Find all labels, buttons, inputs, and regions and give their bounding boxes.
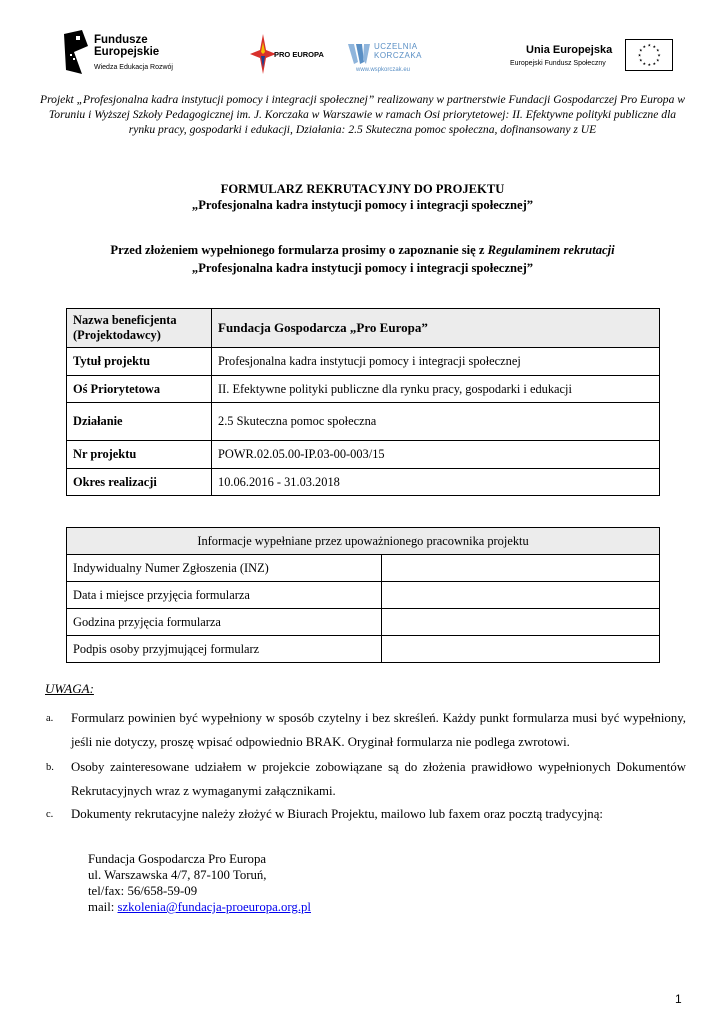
row-value: 2.5 Skuteczna pomoc społeczna — [212, 403, 660, 441]
staff-field-label: Indywidualny Numer Zgłoszenia (INZ) — [67, 555, 382, 582]
svg-text:★: ★ — [639, 47, 643, 53]
row-label: Działanie — [67, 403, 212, 441]
wsp-logo-name — [374, 42, 422, 60]
staff-field-label: Godzina przyjęcia formularza — [67, 609, 382, 636]
table-row — [67, 441, 660, 469]
staff-field-label: Podpis osoby przyjmującej formularz — [67, 636, 382, 663]
form-subtitle: „Profesjonalna kadra instytucji pomocy i integracji społecznej” — [191, 198, 534, 212]
wsp-w-emblem-icon — [348, 42, 372, 66]
svg-text:★: ★ — [657, 52, 661, 58]
address-phone: tel/fax: 56/658-59-09 — [88, 884, 198, 898]
fundusze-europejskie-logo — [62, 30, 182, 80]
row-value: POWR.02.05.00-IP.03-00-003/15 — [212, 441, 660, 469]
note-text: Osoby zainteresowane udziałem w projekcie zobowiązane są do złożenia prawidłowo wypełnionych Dokumentów Rekrutacyjnych wraz z wymaganymi załącznikami. — [71, 760, 686, 798]
fe-logo-text — [94, 34, 159, 58]
row-label: Nazwa beneficjenta (Projektodawcy) — [67, 309, 212, 348]
svg-text:★: ★ — [652, 43, 657, 49]
svg-text:★: ★ — [637, 52, 642, 58]
address-mail — [88, 899, 311, 915]
table-row — [67, 309, 660, 348]
row-label: Nr projektu — [67, 441, 212, 469]
eu-logo-subtitle: Europejski Fundusz Społeczny — [510, 60, 606, 67]
svg-text:★: ★ — [656, 57, 660, 63]
staff-table-header: Informacje wypełniane przez upoważnionego pracownika projektu — [67, 528, 660, 555]
intro-text: Przed złożeniem wypełnionego formularza prosimy o zapoznanie się z — [110, 243, 488, 257]
pro-europa-logo-text: PRO EUROPA — [274, 50, 324, 59]
table-row — [67, 582, 660, 609]
pro-europa-logo — [250, 34, 330, 74]
fe-logo-line1: Fundusze — [94, 34, 148, 46]
uwaga-heading: UWAGA: — [45, 681, 94, 696]
table-row — [67, 609, 660, 636]
wsp-logo-url: www.wspkorczak.eu — [356, 67, 411, 73]
eu-logo-title: Unia Europejska — [526, 44, 613, 56]
mail-label: mail: — [88, 900, 118, 914]
row-label: Tytuł projektu — [67, 348, 212, 376]
note-item — [46, 706, 686, 754]
regulamin-reference: Regulaminem rekrutacji — [487, 243, 615, 257]
svg-text:★: ★ — [647, 62, 652, 68]
svg-text:★: ★ — [639, 57, 643, 63]
eu-flag-icon — [625, 39, 673, 71]
staff-field-label: Data i miejsce przyjęcia formularza — [67, 582, 382, 609]
fe-logo-line2: Europejskie — [94, 46, 160, 58]
table-row — [67, 376, 660, 403]
table-row — [67, 555, 660, 582]
page-number: 1 — [675, 992, 682, 1006]
row-value: Fundacja Gospodarcza „Pro Europa” — [212, 309, 660, 348]
note-text: Dokumenty rekrutacyjne należy złożyć w Biurach Projektu, mailowo lub faxem oraz pocztą tradycyjną: — [71, 807, 603, 821]
svg-text:★: ★ — [656, 47, 660, 53]
table-row — [67, 636, 660, 663]
wsp-korczak-logo — [348, 42, 438, 78]
pro-europa-star-icon — [250, 34, 276, 74]
table-row — [67, 403, 660, 441]
fundusze-europejskie-emblem-icon — [62, 30, 92, 76]
row-value: 10.06.2016 - 31.03.2018 — [212, 469, 660, 496]
svg-text:★: ★ — [647, 42, 652, 48]
table-header-row — [67, 528, 660, 555]
row-label: Oś Priorytetowa — [67, 376, 212, 403]
note-marker: b. — [46, 762, 54, 773]
note-marker: a. — [46, 713, 54, 724]
row-value: II. Efektywne polityki publiczne dla rynku pracy, gospodarki i edukacji — [212, 376, 660, 403]
project-header-note: Projekt „Profesjonalna kadra instytucji pomocy i integracji społecznej” realizowany w partnerstwie Fundacji Gospodarczej Pro Europa w Toruniu i Wyższej Szkoły Pedagogicznej im. J. Korczaka w Warszawie w ramach Osi priorytetowej: II. Efektywne polityki publiczne dla rynku pracy, gospodarki i edukacji, Działania: 2.5 Skuteczna pomoc społeczna, dofinansowany z UE — [40, 93, 686, 136]
address-name: Fundacja Gospodarcza Pro Europa — [88, 852, 267, 866]
staff-field-input[interactable] — [382, 609, 660, 636]
form-title: FORMULARZ REKRUTACYJNY DO PROJEKTU — [220, 182, 505, 196]
svg-text:★: ★ — [642, 60, 647, 66]
address-street: ul. Warszawska 4/7, 87-100 Toruń, — [88, 868, 267, 882]
intro-line2: „Profesjonalna kadra instytucji pomocy i integracji społecznej” — [191, 261, 534, 275]
row-label: Okres realizacji — [67, 469, 212, 496]
intro-line1 — [40, 243, 685, 258]
project-info-table — [66, 308, 660, 496]
row-value: Profesjonalna kadra instytucji pomocy i integracji społecznej — [212, 348, 660, 376]
fe-logo-subtitle: Wiedza Edukacja Rozwój — [94, 64, 173, 71]
staff-field-input[interactable] — [382, 636, 660, 663]
staff-field-input[interactable] — [382, 555, 660, 582]
wsp-logo-line2: KORCZAKA — [374, 51, 423, 60]
wsp-logo-line1: UCZELNIA — [374, 42, 418, 51]
staff-field-input[interactable] — [382, 582, 660, 609]
staff-info-table — [66, 527, 660, 663]
note-marker: c. — [46, 809, 54, 820]
table-row — [67, 348, 660, 376]
eu-logo — [508, 38, 678, 78]
svg-text:★: ★ — [642, 43, 647, 49]
note-item — [46, 755, 686, 803]
eu-stars-icon — [626, 40, 672, 70]
contact-address — [88, 851, 311, 915]
table-row — [67, 469, 660, 496]
note-text: Formularz powinien być wypełniony w sposób czytelny i bez skreśleń. Każdy punkt formularza musi być wypełniony, jeśli nie dotyczy, proszę wpisać odpowiednio BRAK. Oryginał formularza nie podlega zwrotowi. — [71, 711, 686, 749]
svg-text:★: ★ — [652, 60, 657, 66]
email-link[interactable]: szkolenia@fundacja-proeuropa.org.pl — [117, 900, 311, 914]
note-item — [46, 802, 686, 826]
